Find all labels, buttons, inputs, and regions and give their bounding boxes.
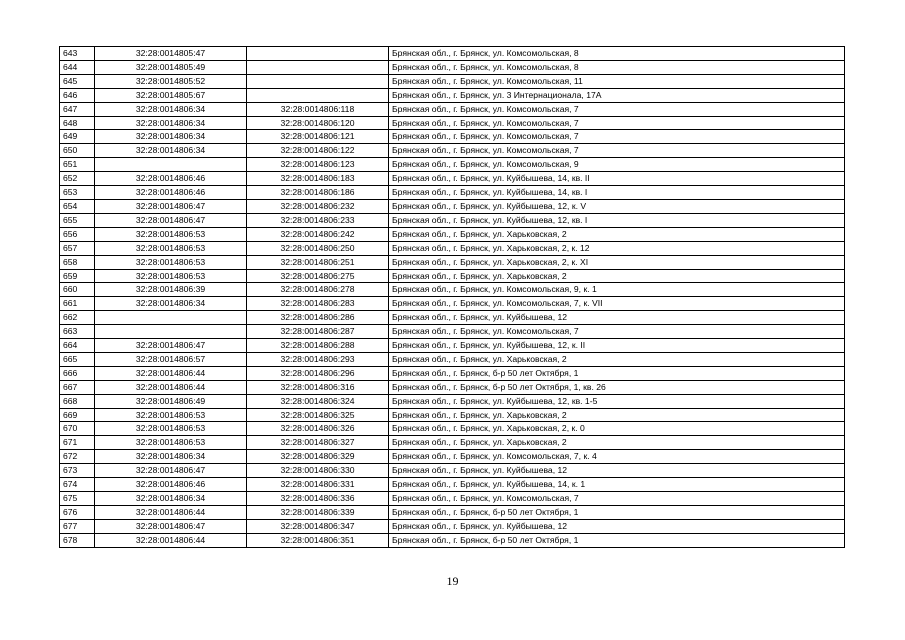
cadastral-number-cell (95, 325, 247, 339)
object-cadastral-number-cell: 32:28:0014806:183 (247, 172, 389, 186)
table-row (60, 158, 845, 172)
object-cadastral-number-cell: 32:28:0014806:287 (247, 325, 389, 339)
row-number-cell: 653 (60, 186, 95, 200)
address-cell: Брянская обл., г. Брянск, ул. Комсомольская, 11 (389, 74, 845, 88)
table-row (60, 283, 845, 297)
row-number-cell: 649 (60, 130, 95, 144)
table-row (60, 227, 845, 241)
address-cell: Брянская обл., г. Брянск, ул. Харьковская, 2, к. XI (389, 255, 845, 269)
row-number-cell: 672 (60, 450, 95, 464)
object-cadastral-number-cell: 32:28:0014806:283 (247, 297, 389, 311)
row-number-cell: 644 (60, 60, 95, 74)
table-row (60, 533, 845, 547)
address-cell: Брянская обл., г. Брянск, ул. Харьковская, 2 (389, 352, 845, 366)
table-row (60, 172, 845, 186)
address-cell: Брянская обл., г. Брянск, ул. Харьковская, 2 (389, 436, 845, 450)
address-cell: Брянская обл., г. Брянск, ул. Куйбышева, 12, к. II (389, 339, 845, 353)
object-cadastral-number-cell (247, 74, 389, 88)
cadastral-number-cell: 32:28:0014806:53 (95, 422, 247, 436)
table-row (60, 408, 845, 422)
table-row (60, 116, 845, 130)
cadastral-number-cell: 32:28:0014806:53 (95, 436, 247, 450)
address-cell: Брянская обл., г. Брянск, ул. Комсомольская, 7 (389, 325, 845, 339)
table-row (60, 422, 845, 436)
table-row (60, 255, 845, 269)
address-cell: Брянская обл., г. Брянск, ул. Комсомольская, 7 (389, 144, 845, 158)
table-row (60, 311, 845, 325)
object-cadastral-number-cell: 32:28:0014806:288 (247, 339, 389, 353)
table-row (60, 74, 845, 88)
row-number-cell: 655 (60, 213, 95, 227)
row-number-cell: 662 (60, 311, 95, 325)
row-number-cell: 663 (60, 325, 95, 339)
row-number-cell: 648 (60, 116, 95, 130)
object-cadastral-number-cell: 32:28:0014806:330 (247, 464, 389, 478)
table-row (60, 241, 845, 255)
object-cadastral-number-cell: 32:28:0014806:351 (247, 533, 389, 547)
table-row (60, 144, 845, 158)
cadastral-number-cell: 32:28:0014806:53 (95, 255, 247, 269)
row-number-cell: 643 (60, 47, 95, 61)
cadastral-number-cell: 32:28:0014806:53 (95, 241, 247, 255)
table-row (60, 130, 845, 144)
table-row (60, 380, 845, 394)
table-row (60, 102, 845, 116)
cadastral-number-cell: 32:28:0014806:49 (95, 394, 247, 408)
object-cadastral-number-cell: 32:28:0014806:331 (247, 478, 389, 492)
object-cadastral-number-cell: 32:28:0014806:122 (247, 144, 389, 158)
address-cell: Брянская обл., г. Брянск, ул. Комсомольская, 9 (389, 158, 845, 172)
address-cell: Брянская обл., г. Брянск, ул. Куйбышева, 12 (389, 311, 845, 325)
address-cell: Брянская обл., г. Брянск, б-р 50 лет Октября, 1 (389, 533, 845, 547)
object-cadastral-number-cell: 32:28:0014806:336 (247, 492, 389, 506)
table-row (60, 505, 845, 519)
address-cell: Брянская обл., г. Брянск, б-р 50 лет Октября, 1 (389, 505, 845, 519)
cadastral-number-cell: 32:28:0014806:34 (95, 116, 247, 130)
row-number-cell: 673 (60, 464, 95, 478)
table-row (60, 199, 845, 213)
table-row (60, 297, 845, 311)
address-cell: Брянская обл., г. Брянск, ул. Куйбышева, 12 (389, 464, 845, 478)
table-row (60, 394, 845, 408)
row-number-cell: 667 (60, 380, 95, 394)
cadastral-number-cell: 32:28:0014806:47 (95, 213, 247, 227)
row-number-cell: 674 (60, 478, 95, 492)
row-number-cell: 647 (60, 102, 95, 116)
table-row (60, 464, 845, 478)
object-cadastral-number-cell: 32:28:0014806:233 (247, 213, 389, 227)
table-row (60, 269, 845, 283)
table-row (60, 352, 845, 366)
table-row (60, 186, 845, 200)
row-number-cell: 664 (60, 339, 95, 353)
object-cadastral-number-cell: 32:28:0014806:251 (247, 255, 389, 269)
cadastral-number-cell: 32:28:0014806:47 (95, 339, 247, 353)
object-cadastral-number-cell: 32:28:0014806:123 (247, 158, 389, 172)
cadastral-number-cell: 32:28:0014806:46 (95, 186, 247, 200)
address-cell: Брянская обл., г. Брянск, ул. Комсомольская, 8 (389, 47, 845, 61)
address-cell: Брянская обл., г. Брянск, ул. Куйбышева, 14, кв. II (389, 172, 845, 186)
row-number-cell: 660 (60, 283, 95, 297)
address-cell: Брянская обл., г. Брянск, ул. Харьковская, 2, к. 0 (389, 422, 845, 436)
object-cadastral-number-cell: 32:28:0014806:347 (247, 519, 389, 533)
object-cadastral-number-cell (247, 60, 389, 74)
address-cell: Брянская обл., г. Брянск, ул. 3 Интернационала, 17А (389, 88, 845, 102)
row-number-cell: 645 (60, 74, 95, 88)
object-cadastral-number-cell: 32:28:0014806:324 (247, 394, 389, 408)
page-number: 19 (446, 574, 459, 588)
row-number-cell: 657 (60, 241, 95, 255)
object-cadastral-number-cell: 32:28:0014806:120 (247, 116, 389, 130)
cadastral-number-cell: 32:28:0014806:44 (95, 505, 247, 519)
table-row (60, 366, 845, 380)
row-number-cell: 646 (60, 88, 95, 102)
cadastral-register-table (59, 46, 845, 548)
row-number-cell: 668 (60, 394, 95, 408)
object-cadastral-number-cell: 32:28:0014806:286 (247, 311, 389, 325)
row-number-cell: 675 (60, 492, 95, 506)
object-cadastral-number-cell: 32:28:0014806:121 (247, 130, 389, 144)
row-number-cell: 677 (60, 519, 95, 533)
cadastral-number-cell: 32:28:0014806:46 (95, 172, 247, 186)
object-cadastral-number-cell (247, 47, 389, 61)
row-number-cell: 670 (60, 422, 95, 436)
cadastral-number-cell: 32:28:0014805:47 (95, 47, 247, 61)
cadastral-number-cell: 32:28:0014806:34 (95, 130, 247, 144)
address-cell: Брянская обл., г. Брянск, ул. Харьковская, 2 (389, 227, 845, 241)
table-row (60, 60, 845, 74)
cadastral-number-cell: 32:28:0014806:44 (95, 366, 247, 380)
address-cell: Брянская обл., г. Брянск, ул. Комсомольская, 7, к. 4 (389, 450, 845, 464)
object-cadastral-number-cell: 32:28:0014806:186 (247, 186, 389, 200)
cadastral-number-cell: 32:28:0014805:49 (95, 60, 247, 74)
address-cell: Брянская обл., г. Брянск, ул. Комсомольская, 7 (389, 130, 845, 144)
row-number-cell: 661 (60, 297, 95, 311)
cadastral-number-cell: 32:28:0014806:47 (95, 464, 247, 478)
object-cadastral-number-cell: 32:28:0014806:316 (247, 380, 389, 394)
cadastral-number-cell: 32:28:0014806:34 (95, 492, 247, 506)
address-cell: Брянская обл., г. Брянск, ул. Комсомольская, 7 (389, 102, 845, 116)
object-cadastral-number-cell: 32:28:0014806:250 (247, 241, 389, 255)
object-cadastral-number-cell (247, 88, 389, 102)
address-cell: Брянская обл., г. Брянск, ул. Харьковская, 2 (389, 269, 845, 283)
row-number-cell: 671 (60, 436, 95, 450)
address-cell: Брянская обл., г. Брянск, ул. Комсомольская, 7, к. VII (389, 297, 845, 311)
row-number-cell: 652 (60, 172, 95, 186)
cadastral-number-cell (95, 311, 247, 325)
object-cadastral-number-cell: 32:28:0014806:242 (247, 227, 389, 241)
table-row (60, 339, 845, 353)
address-cell: Брянская обл., г. Брянск, ул. Комсомольская, 8 (389, 60, 845, 74)
address-cell: Брянская обл., г. Брянск, ул. Комсомольская, 7 (389, 492, 845, 506)
cadastral-number-cell: 32:28:0014806:47 (95, 519, 247, 533)
object-cadastral-number-cell: 32:28:0014806:275 (247, 269, 389, 283)
address-cell: Брянская обл., г. Брянск, ул. Куйбышева, 12, кв. 1-5 (389, 394, 845, 408)
row-number-cell: 651 (60, 158, 95, 172)
address-cell: Брянская обл., г. Брянск, ул. Харьковская, 2 (389, 408, 845, 422)
cadastral-number-cell: 32:28:0014806:53 (95, 408, 247, 422)
cadastral-number-cell: 32:28:0014806:34 (95, 102, 247, 116)
cadastral-number-cell: 32:28:0014806:34 (95, 144, 247, 158)
table-row (60, 325, 845, 339)
object-cadastral-number-cell: 32:28:0014806:293 (247, 352, 389, 366)
object-cadastral-number-cell: 32:28:0014806:326 (247, 422, 389, 436)
address-cell: Брянская обл., г. Брянск, ул. Куйбышева, 14, кв. I (389, 186, 845, 200)
row-number-cell: 656 (60, 227, 95, 241)
table-row (60, 213, 845, 227)
table-row (60, 478, 845, 492)
address-cell: Брянская обл., г. Брянск, б-р 50 лет Октября, 1, кв. 26 (389, 380, 845, 394)
object-cadastral-number-cell: 32:28:0014806:118 (247, 102, 389, 116)
address-cell: Брянская обл., г. Брянск, ул. Куйбышева, 14, к. 1 (389, 478, 845, 492)
cadastral-number-cell: 32:28:0014806:57 (95, 352, 247, 366)
object-cadastral-number-cell: 32:28:0014806:232 (247, 199, 389, 213)
table-row (60, 450, 845, 464)
object-cadastral-number-cell: 32:28:0014806:327 (247, 436, 389, 450)
address-cell: Брянская обл., г. Брянск, б-р 50 лет Октября, 1 (389, 366, 845, 380)
cadastral-number-cell: 32:28:0014806:46 (95, 478, 247, 492)
table-row (60, 47, 845, 61)
row-number-cell: 654 (60, 199, 95, 213)
cadastral-number-cell: 32:28:0014806:53 (95, 227, 247, 241)
row-number-cell: 678 (60, 533, 95, 547)
cadastral-number-cell: 32:28:0014806:34 (95, 297, 247, 311)
cadastral-number-cell: 32:28:0014806:47 (95, 199, 247, 213)
row-number-cell: 665 (60, 352, 95, 366)
table-row (60, 436, 845, 450)
cadastral-number-cell: 32:28:0014805:67 (95, 88, 247, 102)
table-body (60, 47, 845, 548)
table-row (60, 88, 845, 102)
table-row (60, 492, 845, 506)
row-number-cell: 669 (60, 408, 95, 422)
row-number-cell: 658 (60, 255, 95, 269)
address-cell: Брянская обл., г. Брянск, ул. Комсомольская, 9, к. 1 (389, 283, 845, 297)
address-cell: Брянская обл., г. Брянск, ул. Куйбышева, 12, кв. I (389, 213, 845, 227)
object-cadastral-number-cell: 32:28:0014806:329 (247, 450, 389, 464)
object-cadastral-number-cell: 32:28:0014806:278 (247, 283, 389, 297)
cadastral-number-cell: 32:28:0014805:52 (95, 74, 247, 88)
address-cell: Брянская обл., г. Брянск, ул. Комсомольская, 7 (389, 116, 845, 130)
address-cell: Брянская обл., г. Брянск, ул. Куйбышева, 12, к. V (389, 199, 845, 213)
row-number-cell: 650 (60, 144, 95, 158)
row-number-cell: 659 (60, 269, 95, 283)
cadastral-number-cell: 32:28:0014806:53 (95, 269, 247, 283)
address-cell: Брянская обл., г. Брянск, ул. Харьковская, 2, к. 12 (389, 241, 845, 255)
cadastral-number-cell: 32:28:0014806:44 (95, 533, 247, 547)
cadastral-number-cell: 32:28:0014806:34 (95, 450, 247, 464)
object-cadastral-number-cell: 32:28:0014806:296 (247, 366, 389, 380)
cadastral-number-cell (95, 158, 247, 172)
cadastral-number-cell: 32:28:0014806:39 (95, 283, 247, 297)
row-number-cell: 676 (60, 505, 95, 519)
object-cadastral-number-cell: 32:28:0014806:325 (247, 408, 389, 422)
cadastral-number-cell: 32:28:0014806:44 (95, 380, 247, 394)
row-number-cell: 666 (60, 366, 95, 380)
address-cell: Брянская обл., г. Брянск, ул. Куйбышева, 12 (389, 519, 845, 533)
table-row (60, 519, 845, 533)
object-cadastral-number-cell: 32:28:0014806:339 (247, 505, 389, 519)
